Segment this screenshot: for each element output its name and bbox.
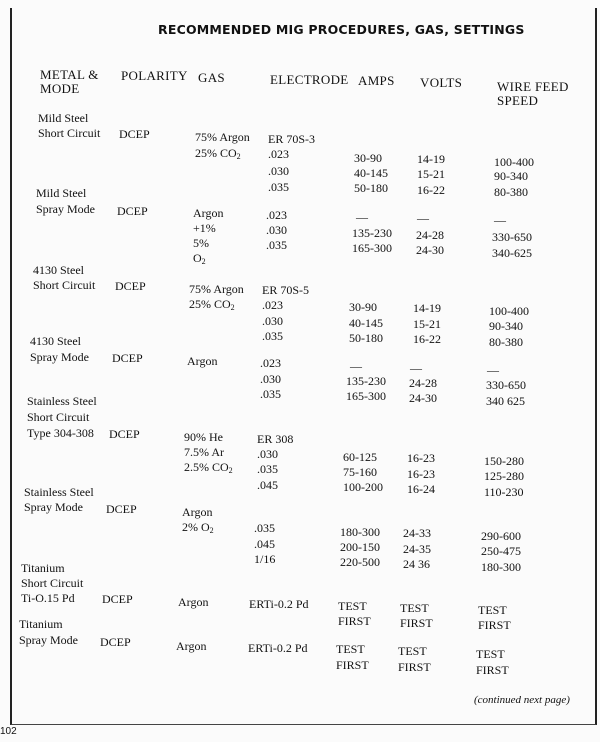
r3-volts-2: 15-21 <box>413 317 441 331</box>
r2-amps-1: — <box>356 210 368 224</box>
r6-gas-2: 2% $O_2$ <box>182 520 214 535</box>
r8-wire-2: FIRST <box>476 663 509 677</box>
r7-type: Ti-O.15 Pd <box>21 591 75 605</box>
r1-metal: Mild Steel <box>38 111 89 125</box>
r1-electrode-1: .023 <box>268 147 289 161</box>
r3-amps-1: 30-90 <box>349 300 377 314</box>
header-speed: SPEED <box>497 93 539 108</box>
r2-volts-2: 24-28 <box>416 228 444 242</box>
r6-volts-2: 24-35 <box>403 542 431 556</box>
r8-wire-1: TEST <box>476 647 505 661</box>
r6-wire-2: 250-475 <box>481 544 521 558</box>
header-mode: MODE <box>40 81 80 96</box>
r2-wire-2: 330-650 <box>492 230 532 244</box>
r7-wire-1: TEST <box>478 603 507 617</box>
r5-amps-1: 60-125 <box>343 450 377 464</box>
r2-electrode-3: .035 <box>266 238 287 252</box>
r5-electrode-1: .030 <box>257 447 278 461</box>
r2-volts-3: 24-30 <box>416 243 444 257</box>
r2-gas-1: Argon <box>193 206 224 220</box>
r6-wire-3: 180-300 <box>481 560 521 574</box>
r4-mode: Spray Mode <box>30 350 89 364</box>
r3-electrode-1: .023 <box>262 298 283 312</box>
r4-wire-1: — <box>487 363 499 377</box>
r3-electrode-type: ER 70S-5 <box>262 283 310 297</box>
r1-electrode-2: .030 <box>268 164 289 178</box>
r6-amps-1: 180-300 <box>340 525 380 539</box>
r6-volts-3: 24 36 <box>403 557 430 571</box>
r1-mode: Short Circuit <box>38 126 101 140</box>
r2-gas-2: +1% <box>193 221 216 235</box>
r8-polarity: DCEP <box>100 635 131 649</box>
r7-wire-2: FIRST <box>478 618 511 632</box>
r3-amps-3: 50-180 <box>349 331 383 345</box>
r7-volts-1: TEST <box>400 601 429 615</box>
r6-wire-1: 290-600 <box>481 529 521 543</box>
r7-gas-1: Argon <box>178 595 209 609</box>
r7-polarity: DCEP <box>102 592 133 606</box>
r4-volts-1: — <box>410 361 422 375</box>
r7-amps-1: TEST <box>338 599 367 613</box>
r3-polarity: DCEP <box>115 279 146 293</box>
r6-electrode-1: .035 <box>254 521 275 535</box>
r8-electrode-1: ERTi-0.2 Pd <box>248 641 308 655</box>
r3-wire-3: 80-380 <box>489 335 523 349</box>
r1-wire-1: 100-400 <box>494 155 534 169</box>
r1-wire-3: 80-380 <box>494 185 528 199</box>
r3-electrode-3: .035 <box>262 329 283 343</box>
r6-electrode-3: 1/16 <box>254 552 276 566</box>
r4-volts-3: 24-30 <box>409 391 437 405</box>
header-volts: VOLTS <box>420 75 463 90</box>
r1-electrode-type: ER 70S-3 <box>268 132 316 146</box>
r5-volts-2: 16-23 <box>407 467 435 481</box>
r5-wire-2: 125-280 <box>484 469 524 483</box>
header-electrode: ELECTRODE <box>270 72 349 87</box>
r4-metal: 4130 Steel <box>30 334 81 348</box>
r5-wire-1: 150-280 <box>484 454 524 468</box>
r1-electrode-3: .035 <box>268 180 289 194</box>
r2-volts-1: — <box>417 211 429 225</box>
r2-electrode-1: .023 <box>266 208 287 222</box>
r4-wire-2: 330-650 <box>486 378 526 392</box>
r3-mode: Short Circuit <box>33 278 96 292</box>
r2-amps-3: 165-300 <box>352 241 392 255</box>
r4-amps-1: — <box>350 359 362 373</box>
r2-gas-3: 5% <box>193 236 209 250</box>
r1-volts-3: 16-22 <box>417 183 445 197</box>
r5-volts-1: 16-23 <box>407 451 435 465</box>
r1-gas-1: 75% Argon <box>195 130 250 144</box>
r7-metal: Titanium <box>21 561 65 575</box>
r7-amps-2: FIRST <box>338 614 371 628</box>
page-title: RECOMMENDED MIG PROCEDURES, GAS, SETTINGS <box>158 22 525 37</box>
r3-volts-3: 16-22 <box>413 332 441 346</box>
r8-amps-2: FIRST <box>336 658 369 672</box>
r4-amps-3: 165-300 <box>346 389 386 403</box>
r6-polarity: DCEP <box>106 502 137 516</box>
r5-gas-1: 90% He <box>184 430 223 444</box>
r2-gas-4: $O_2$ <box>193 251 206 266</box>
continued-note: (continued next page) <box>474 694 570 706</box>
r1-amps-2: 40-145 <box>354 166 388 180</box>
r8-amps-1: TEST <box>336 642 365 656</box>
r1-polarity: DCEP <box>119 127 150 141</box>
r6-metal: Stainless Steel <box>24 485 94 499</box>
r4-wire-3: 340 625 <box>486 394 525 408</box>
r5-volts-3: 16-24 <box>407 482 435 496</box>
r8-volts-2: FIRST <box>398 660 431 674</box>
r5-type: Type 304-308 <box>27 426 94 440</box>
r6-amps-2: 200-150 <box>340 540 380 554</box>
r4-volts-2: 24-28 <box>409 376 437 390</box>
r2-amps-2: 135-230 <box>352 226 392 240</box>
r6-volts-1: 24-33 <box>403 526 431 540</box>
r3-metal: 4130 Steel <box>33 263 84 277</box>
r2-electrode-2: .030 <box>266 223 287 237</box>
r5-electrode-2: .035 <box>257 462 278 476</box>
header-polarity: POLARITY <box>121 68 188 83</box>
r4-electrode-1: .023 <box>260 356 281 370</box>
r3-wire-1: 100-400 <box>489 304 529 318</box>
r8-metal: Titanium <box>19 617 63 631</box>
r2-polarity: DCEP <box>117 204 148 218</box>
r3-wire-2: 90-340 <box>489 319 523 333</box>
r5-amps-2: 75-160 <box>343 465 377 479</box>
r5-gas-2: 7.5% Ar <box>184 445 224 459</box>
r5-electrode-3: .045 <box>257 478 278 492</box>
header-metal: METAL & <box>40 67 99 82</box>
r7-volts-2: FIRST <box>400 616 433 630</box>
r5-electrode-type: ER 308 <box>257 432 294 446</box>
r1-gas-2: 25% $CO_2$ <box>195 146 241 161</box>
r3-electrode-2: .030 <box>262 314 283 328</box>
r5-gas-3: 2.5% $CO_2$ <box>184 460 233 475</box>
r3-gas-1: 75% Argon <box>189 282 244 296</box>
r1-volts-2: 15-21 <box>417 167 445 181</box>
r1-wire-2: 90-340 <box>494 169 528 183</box>
r7-mode: Short Circuit <box>21 576 84 590</box>
r4-electrode-3: .035 <box>260 387 281 401</box>
r4-polarity: DCEP <box>112 351 143 365</box>
r5-polarity: DCEP <box>109 427 140 441</box>
r2-wire-3: 340-625 <box>492 246 532 260</box>
r1-amps-3: 50-180 <box>354 181 388 195</box>
r5-metal: Stainless Steel <box>27 394 97 408</box>
page-number: 102 <box>0 726 17 737</box>
r2-metal: Mild Steel <box>36 186 87 200</box>
r2-wire-1: — <box>494 213 506 227</box>
r8-mode: Spray Mode <box>19 633 78 647</box>
r1-volts-1: 14-19 <box>417 152 445 166</box>
r8-gas-1: Argon <box>176 639 207 653</box>
r4-gas-1: Argon <box>187 354 218 368</box>
r2-mode: Spray Mode <box>36 202 95 216</box>
r7-electrode-1: ERTi-0.2 Pd <box>249 597 309 611</box>
r1-amps-1: 30-90 <box>354 151 382 165</box>
r5-wire-3: 110-230 <box>484 485 524 499</box>
r6-mode: Spray Mode <box>24 500 83 514</box>
r3-gas-2: 25% $CO_2$ <box>189 297 235 312</box>
r4-electrode-2: .030 <box>260 372 281 386</box>
r3-volts-1: 14-19 <box>413 301 441 315</box>
r6-amps-3: 220-500 <box>340 555 380 569</box>
header-wire-feed: WIRE FEED <box>497 79 569 94</box>
r4-amps-2: 135-230 <box>346 374 386 388</box>
header-amps: AMPS <box>358 73 395 88</box>
r3-amps-2: 40-145 <box>349 316 383 330</box>
r6-electrode-2: .045 <box>254 537 275 551</box>
r6-gas-1: Argon <box>182 505 213 519</box>
r5-amps-3: 100-200 <box>343 480 383 494</box>
r8-volts-1: TEST <box>398 644 427 658</box>
r5-mode: Short Circuit <box>27 410 90 424</box>
header-gas: GAS <box>198 70 225 85</box>
